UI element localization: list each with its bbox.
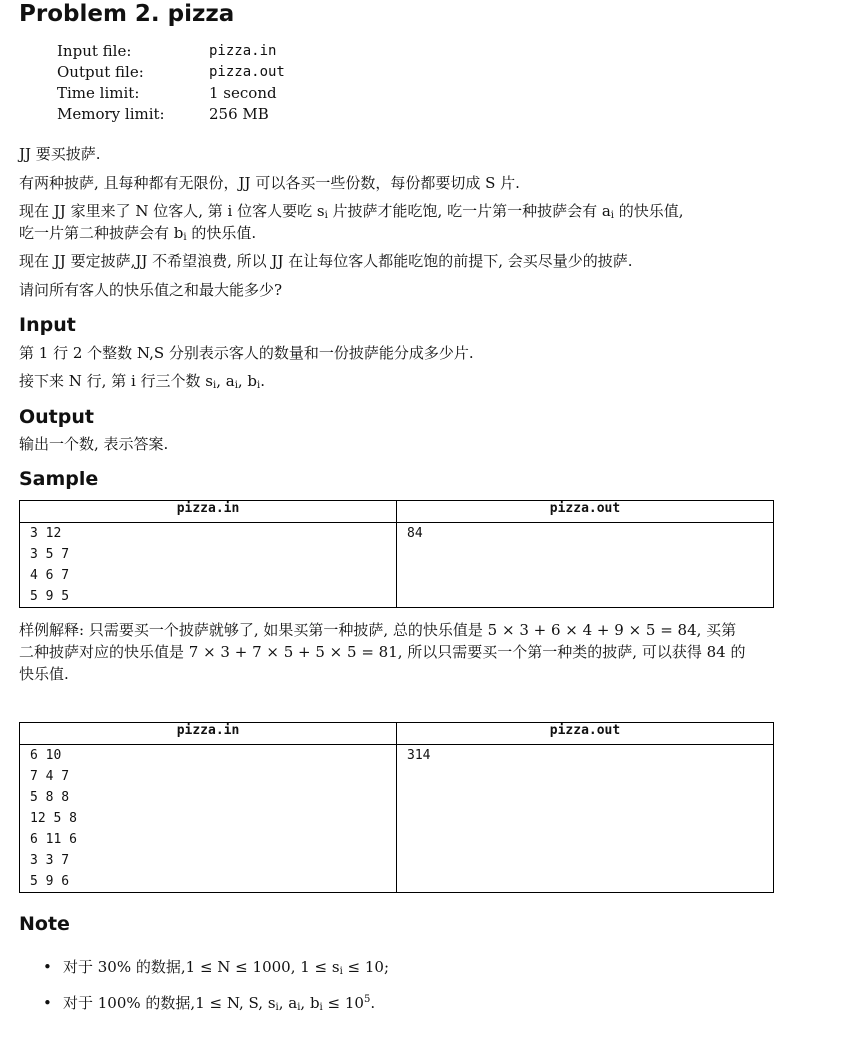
statement-line: 吃一片第二种披萨会有 $b_i$ 的快乐值. bbox=[19, 224, 257, 243]
sample-input-line: 7 4 7 bbox=[30, 769, 70, 784]
meta-key: Time limit: bbox=[57, 84, 140, 102]
sample-input-line: 12 5 8 bbox=[30, 811, 77, 826]
sample-input-line: 6 10 bbox=[30, 748, 62, 763]
table-row bbox=[20, 745, 774, 893]
sample-output-line: 314 bbox=[407, 748, 431, 763]
meta-key: Memory limit: bbox=[57, 105, 165, 123]
sample-output-cell bbox=[397, 523, 774, 608]
statement-line: JJ 要买披萨. bbox=[19, 145, 101, 163]
statement-line: 现在 JJ 家里来了 N 位客人, 第 i 位客人要吃 $s_i$ 片披萨才能吃饱, 吃一片第一种披萨会有 $a_i$ 的快乐值, bbox=[19, 202, 684, 221]
explanation-line: 快乐值. bbox=[19, 665, 69, 683]
note-heading: Note bbox=[19, 913, 70, 935]
sample-input-line: 5 9 6 bbox=[30, 874, 70, 889]
meta-value: pizza.out bbox=[209, 64, 285, 80]
column-header-input: pizza.in bbox=[20, 723, 397, 745]
sample-output-line: 84 bbox=[407, 526, 423, 541]
meta-row-output-file bbox=[57, 62, 285, 83]
explanation-line: 样例解释: 只需要买一个披萨就够了, 如果买第一种披萨, 总的快乐值是 5 × 3 + 6 × 4 + 9 × 5 = 84, 买第 bbox=[19, 621, 737, 639]
sample-input-line: 3 12 bbox=[30, 526, 62, 541]
meta-value: pizza.in bbox=[209, 43, 277, 59]
list-item: • 对于 30% 的数据,1 ≤ N ≤ 1000, $1 \le s_i \le 10$; bbox=[19, 956, 389, 978]
sample-input-cell bbox=[20, 523, 397, 608]
table-header-row bbox=[20, 723, 774, 745]
sample-input-line: 5 9 5 bbox=[30, 589, 70, 604]
sample-input-cell bbox=[20, 745, 397, 893]
meta-value: 256 MB bbox=[209, 105, 269, 123]
column-header-input: pizza.in bbox=[20, 501, 397, 523]
sample-input-line: 4 6 7 bbox=[30, 568, 70, 583]
list-item: • 对于 100% 的数据,1 ≤ N, S, $s_i$, $a_i$, $b_i \le 10^5$. bbox=[19, 992, 389, 1014]
meta-row-input-file bbox=[57, 41, 285, 62]
problem-meta bbox=[57, 41, 285, 125]
sample-output-cell bbox=[397, 745, 774, 893]
input-line: 第 1 行 2 个整数 N,S 分别表示客人的数量和一份披萨能分成多少片. bbox=[19, 344, 474, 362]
statement-line: 现在 JJ 要定披萨,JJ 不希望浪费, 所以 JJ 在让每位客人都能吃饱的前提下, 会买尽量少的披萨. bbox=[19, 252, 633, 270]
meta-row-time-limit bbox=[57, 83, 285, 104]
statement-line: 有两种披萨, 且每种都有无限份，JJ 可以各买一些份数，每份都要切成 S 片. bbox=[19, 174, 520, 192]
sample-input-line: 6 11 6 bbox=[30, 832, 77, 847]
meta-value: 1 second bbox=[209, 84, 277, 102]
table-header-row bbox=[20, 501, 774, 523]
problem-title: Problem 2. pizza bbox=[19, 1, 235, 27]
output-heading: Output bbox=[19, 406, 94, 428]
column-header-output: pizza.out bbox=[397, 501, 774, 523]
explanation-line: 二种披萨对应的快乐值是 7 × 3 + 7 × 5 + 5 × 5 = 81, 所以只需要买一个第一种类的披萨, 可以获得 84 的 bbox=[19, 643, 746, 661]
input-line: 接下来 N 行, 第 i 行三个数 $s_i$, $a_i$, $b_i$. bbox=[19, 372, 266, 391]
column-header-output: pizza.out bbox=[397, 723, 774, 745]
sample-input-line: 3 3 7 bbox=[30, 853, 70, 868]
input-heading: Input bbox=[19, 314, 76, 336]
sample-input-line: 5 8 8 bbox=[30, 790, 70, 805]
notes-list bbox=[19, 956, 389, 1028]
statement-line: 请问所有客人的快乐值之和最大能多少? bbox=[19, 281, 283, 299]
table-row bbox=[20, 523, 774, 608]
sample-table-1 bbox=[19, 500, 774, 608]
meta-row-memory-limit bbox=[57, 104, 285, 125]
sample-heading: Sample bbox=[19, 468, 99, 490]
sample-table-2 bbox=[19, 722, 774, 893]
output-line: 输出一个数, 表示答案. bbox=[19, 435, 169, 453]
sample-input-line: 3 5 7 bbox=[30, 547, 70, 562]
meta-key: Input file: bbox=[57, 42, 132, 60]
meta-key: Output file: bbox=[57, 63, 144, 81]
